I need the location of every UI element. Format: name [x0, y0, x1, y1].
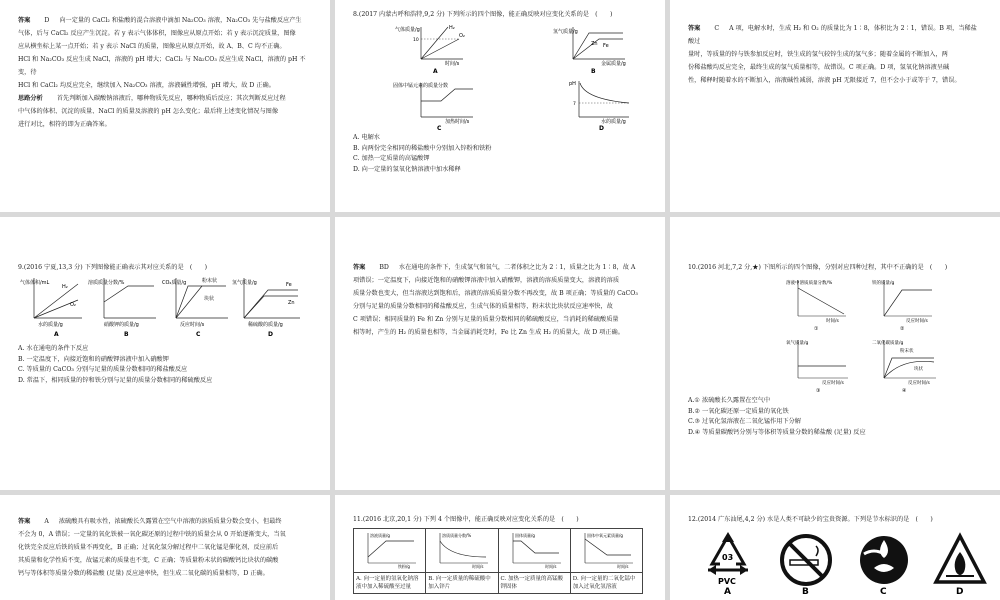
axis-label: 氧气质量/g: [786, 341, 809, 346]
curve-label: Zn: [591, 41, 598, 47]
axis-label: 反应时间/s: [180, 322, 205, 328]
recycle-code: 03: [722, 553, 734, 562]
question-title: 9.(2016 宁夏,13,3 分) 下列图像能正确表示其对应关系的是 ( ): [18, 264, 208, 271]
recycle-icon: [708, 532, 748, 597]
axis-label: 水的质量/g: [38, 322, 63, 328]
question-title: 10.(2016 河北,7,2 分,★) 下图所示的四个图像，分别对应四种过程，其中不正确的是 ( ): [688, 264, 948, 271]
option-d: D. 向一定量的二氧化锰中加入过氧化氢溶液: [570, 573, 642, 594]
answer-text: C 项错误；相同质量的 Fe 和 Zn 分别与足量的质量分数相同的稀硫酸反应，当消耗的稀硫酸质量: [353, 316, 619, 323]
slide-question-12: [670, 495, 1000, 600]
axis-label: 二氧化碳质量/g: [872, 341, 904, 346]
option-a: A. 电解水: [353, 134, 380, 141]
answer-text: 钙与等体积等质量分数的稀盐酸 (足量) 反应速率快，但生成二氧化碳的质量相等，D 正确。: [18, 570, 269, 577]
axis-label: 加热时间/s: [445, 119, 470, 125]
graph-letter: B: [124, 331, 129, 338]
option-c: C.③ 过氧化氢溶液在二氧化锰作用下分解: [688, 418, 801, 425]
graph-letter: C: [196, 331, 201, 338]
graph-2: [872, 279, 932, 332]
curve-label: 粉末状: [202, 278, 218, 284]
method-text: 中气体的体积、沉淀的质量、NaCl 的质量及溶液的 pH 怎么变化；最后将上述变化情况与图像: [18, 108, 279, 115]
slide-answer-1: [0, 0, 330, 212]
answer-text: 化铁完全反应后铁的质量不再变化，B 正确；过氧化氢分解过程中二氧化锰是催化剂，反应前后: [18, 544, 279, 551]
curve-label: O₂: [70, 302, 76, 308]
slide-question-11: [335, 495, 665, 600]
curve-label: Fe: [286, 282, 292, 288]
graph-letter: A: [54, 331, 59, 338]
graph-number: ③: [816, 388, 821, 394]
answer-text: 其质量和化学性质不变，故锰元素的质量也不变，C 正确；等质量粉末状的碳酸钙比块状的碳酸: [18, 557, 279, 564]
axis-label: 铁的质量/g: [872, 281, 895, 286]
graph-letter: B: [591, 68, 596, 75]
curve: [580, 83, 629, 103]
answer-text: 项错误；一定温度下，向接近饱和的硝酸钾溶液中加入硝酸钾，溶液的溶质质量变大，溶液的溶质: [353, 277, 620, 284]
graph-letter: C: [437, 125, 442, 131]
answer-text: 向一定量的 CaCl₂ 和盐酸的混合溶液中滴加 Na₂CO₃ 溶液，Na₂CO₃ 先与盐酸反应产生: [59, 17, 302, 24]
curve-o2: [421, 39, 459, 59]
graph-c: [162, 277, 228, 338]
graph-letter: D: [268, 331, 273, 338]
slide-question-8: [335, 0, 665, 212]
graph-number: ④: [902, 388, 907, 394]
graph-a: [20, 278, 82, 338]
slide-answer-8: [670, 0, 1000, 212]
axis-label: 时间/s: [616, 564, 629, 569]
answer-label: 答案: [18, 518, 31, 525]
axis-label: 气体质量/g: [395, 27, 420, 33]
answer-text: 气体，后与 CaCl₂ 反应产生沉淀。若 y 表示气体体积，图像应从原点开始；若 y 表示沉淀质量，图像: [18, 30, 296, 37]
answer-text: 水在通电的条件下，生成氢气和氧气，二者体积之比为 2∶1，质量之比为 1∶8，故 A: [398, 264, 636, 271]
axis-label: 反应时间/s: [906, 319, 928, 324]
option-a: A.① 浓硫酸长久露置在空气中: [688, 397, 771, 404]
water-symbols: [688, 530, 988, 600]
graph-1: [786, 279, 846, 332]
axis-label: 溶液质量/g: [370, 533, 390, 538]
curve-label: 块状: [204, 296, 215, 302]
symbol-letter: C: [880, 587, 887, 597]
slide-answer-9: [335, 217, 665, 490]
axis-label: CO₂质量/g: [162, 280, 187, 286]
graph-c: [393, 82, 473, 131]
slide-question-9: [0, 217, 330, 490]
axis-label: 硝酸钾的质量/g: [104, 322, 139, 328]
option-a: A. 向一定量的氢氧化钠溶液中加入稀硫酸至过量: [354, 573, 426, 594]
option-d: D. 常温下，相同质量的锌和铁分别与足量的质量分数相同的稀硫酸反应: [18, 376, 213, 384]
question-8-graphs: [393, 21, 665, 131]
axis-label: 时间/s: [826, 319, 839, 324]
axis-label: 水的质量/g: [601, 119, 626, 125]
tick-label: 7: [573, 102, 576, 107]
graph-a: [395, 25, 465, 75]
axis-label: 溶质质量分数/%: [88, 280, 125, 286]
question-title: 8.(2017 内蒙古呼和浩特,9,2 分) 下列所示的四个图像，能正确反映对应变化关系的是 ( ): [353, 11, 613, 18]
axis-label: 反应时间/s: [822, 381, 844, 386]
axis-label: 稀硫酸的质量/g: [248, 322, 283, 328]
question-10-graphs: [688, 274, 978, 396]
answer-letter: BD: [379, 264, 389, 271]
axis-label: 铁粉/g: [398, 564, 410, 569]
answer-text: 份稀盐酸均反应完全，最终生成的氢气质量相等，故错误。C 项正确。D 项，氢氧化钠溶液呈碱: [688, 64, 950, 71]
axis-label: 固体中氧元素质量/g: [586, 533, 623, 538]
option-b: B. 向两份完全相同的稀盐酸中分别加入锌粉和铁粉: [353, 144, 492, 152]
axis-label: 溶质质量分数/%: [442, 533, 472, 538]
axis-label: 气体体积/mL: [20, 280, 50, 286]
curve: [421, 89, 473, 101]
axis-label: 氢气质量/g: [553, 29, 578, 35]
graph-letter: A: [433, 68, 438, 75]
graph-number: ②: [900, 326, 905, 332]
graph-number: ①: [814, 326, 819, 332]
graph-3: [786, 339, 848, 394]
symbol-letter: A: [724, 587, 731, 597]
flammable-icon: [936, 536, 984, 597]
answer-text: HCl 和 Na₂CO₃ 反应生成 NaCl，溶液的 pH 增大；CaCl₂ 与 Na₂CO₃ 反应生成 NaCl，溶液的 pH 不变，待: [18, 56, 306, 76]
axis-label: 固体质量/g: [514, 533, 535, 538]
question-9-graphs: [18, 274, 318, 344]
water-saving-icon: [860, 536, 908, 597]
answer-letter: C: [714, 25, 720, 32]
graph-b: [553, 27, 626, 75]
option-c: C. 加热一定质量的高锰酸钾: [353, 155, 430, 162]
question-11-table: [353, 528, 643, 594]
graph-b: [88, 278, 156, 338]
graph-cell: [354, 529, 426, 573]
option-d: D. 向一定量的氢氧化钠溶液中加水稀释: [353, 165, 461, 173]
answer-text: 应从横坐标上某一点开始；若 y 表示 NaCl 的质量，图像应从原点开始，故 A、B、C 均不正确。: [18, 43, 286, 50]
option-b: B. 一定温度下，向接近饱和的硝酸钾溶液中加入硝酸钾: [18, 355, 169, 363]
axis-label: 金属质量/g: [601, 61, 626, 67]
method-label: 思路分析: [18, 95, 43, 102]
curve-label: H₂: [449, 25, 455, 31]
answer-text: 相等时，产生的 H₂ 的质量也相等，当金属消耗完时，Fe 比 Zn 生成 H₂ 的质量大，故 D 项正确。: [353, 329, 624, 336]
graph-letter: D: [599, 125, 604, 131]
graph-d: [232, 278, 300, 338]
curve-zn: [573, 33, 623, 59]
answer-text: 性，稀释时随着水的不断加入，溶液碱性减弱，溶液 pH 无限接近 7，但不会小于或等于 7，错误。: [688, 77, 961, 84]
question-title: 12.(2014 广东汕尾,4,2 分) 水是人类不可缺少的宝贵资源。下列是节水标识的是 ( ): [688, 516, 933, 523]
question-title: 11.(2016 北京,20,1 分) 下列 4 个图像中，能正确反映对应变化关系的是 ( ): [353, 516, 579, 523]
graph-cell: [426, 529, 498, 573]
answer-text: 分别与足量的质量分数相同的稀盐酸反应，生成气体的质量相等，粉末状比块状反应速率快，故: [353, 303, 613, 310]
symbol-letter: B: [802, 587, 809, 597]
answer-text: 质量分数也变大，但当溶液达到饱和后，溶液的溶质质量分数不再改变，故 B 项正确；等质量的 CaCO₃: [353, 290, 638, 297]
answer-text: 不会为 0，A 错误；一定量的氧化铁被一氧化碳还原的过程中铁的质量会从 0 开始逐渐变大，当氧: [18, 531, 286, 538]
axis-label: 固体中锰元素的质量分数: [393, 83, 449, 89]
method-text: 进行对比，相符的即为正确答案。: [18, 121, 111, 128]
option-c: C. 加热一定质量的高锰酸钾固体: [498, 573, 570, 594]
axis-label: 溶液中溶质质量分数/%: [786, 281, 833, 286]
graph-d: [569, 81, 629, 131]
curve-label: Zn: [288, 300, 295, 306]
curve-label: 块状: [914, 367, 923, 372]
answer-label: 答案: [353, 264, 366, 271]
answer-letter: A: [44, 518, 49, 525]
axis-label: 氢气质量/g: [232, 280, 257, 286]
no-smoking-icon: [782, 536, 830, 597]
curve-fe: [573, 39, 623, 59]
graph-4: [872, 339, 936, 394]
answer-label: 答案: [688, 25, 701, 32]
symbol-letter: D: [956, 587, 964, 597]
slide-question-10: [670, 217, 1000, 490]
answer-text: HCl 和 CaCl₂ 均反应完全，继续加入 Na₂CO₃ 溶液，溶液碱性增强，pH 增大，故 D 正确。: [18, 82, 275, 89]
answer-label: 答案: [18, 17, 31, 24]
curve-label: 粉末状: [900, 349, 914, 354]
recycle-caption: PVC: [718, 577, 736, 586]
option-b: B. 向一定质量的稀硫酸中加入锌片: [426, 573, 498, 594]
method-text: 首先判断加入碳酸钠溶液后，哪种物质先反应，哪种物质后反应；其次判断反应过程: [56, 95, 286, 102]
axis-label: 时间/s: [472, 564, 484, 569]
option-a: A. 水在通电的条件下反应: [18, 345, 89, 352]
answer-text: A 项，电解水时，生成 H₂ 和 O₂ 的质量比为 1∶8，体积比为 2∶1，错误。B 项，当稀盐酸过: [688, 25, 977, 45]
answer-text: 量时，等质量的锌与铁参加反应时，铁生成的氢气较锌生成的氢气多；随着金属的不断加入，两: [688, 51, 948, 58]
tick-label: 10: [413, 38, 419, 43]
curve-h2: [421, 27, 448, 59]
option-c: C. 等质量的 CaCO₃ 分别与足量的质量分数相同的稀盐酸反应: [18, 366, 188, 373]
axis-label: 反应时间/s: [908, 381, 930, 386]
slide-answer-10: [0, 495, 330, 600]
curve-label: O₂: [459, 33, 465, 39]
graph-cell: [498, 529, 570, 573]
graph-cell: [570, 529, 642, 573]
axis-label: 时间/s: [445, 61, 460, 67]
axis-label: pH: [569, 81, 576, 87]
answer-letter: D: [44, 17, 50, 24]
curve-label: Fe: [603, 43, 609, 49]
curve-label: H₂: [62, 284, 68, 290]
option-d: D.④ 等质量碳酸钙分别与等体积等质量分数的稀盐酸 (足量) 反应: [688, 428, 866, 436]
option-b: B.② 一氧化碳还原一定质量的氧化铁: [688, 407, 789, 415]
axis-label: 时间/s: [544, 564, 556, 569]
answer-text: 浓硫酸具有吸水性，浓硫酸长久露置在空气中溶液的溶质质量分数会变小，但最终: [58, 518, 282, 525]
